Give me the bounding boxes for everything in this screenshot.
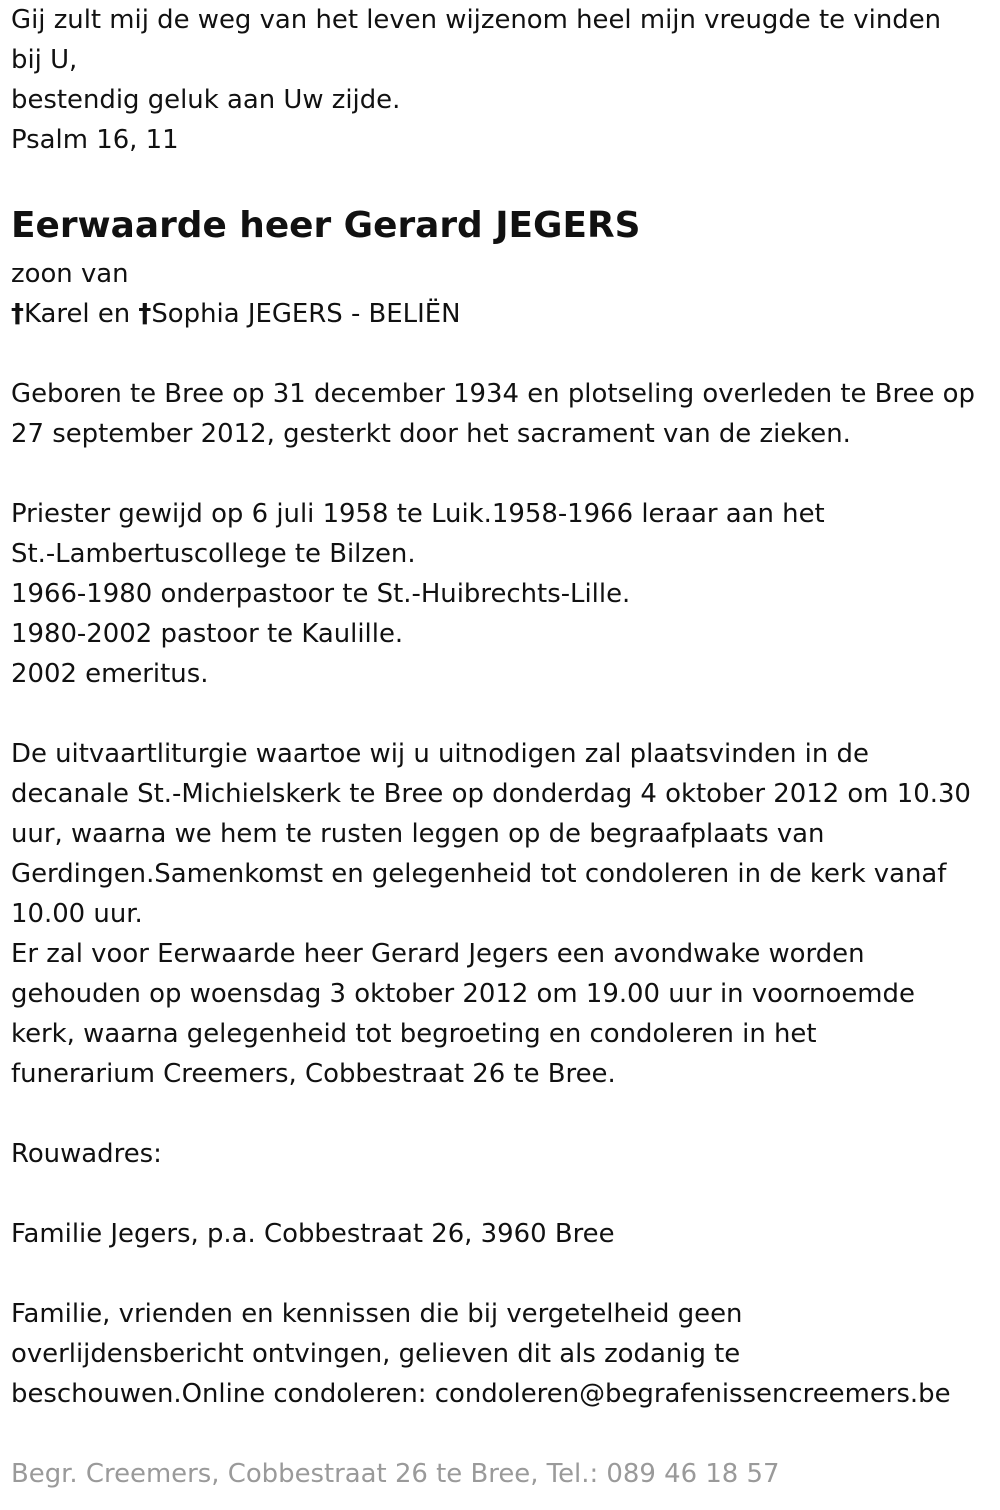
funeral-line: Gerdingen.Samenkomst en gelegenheid tot condoleren in de kerk vanaf	[11, 859, 947, 889]
verse-block	[11, 0, 996, 160]
spacer	[11, 334, 996, 374]
career-line: 1980-2002 pastoor te Kaulille.	[11, 619, 404, 649]
career-line: 1966-1980 onderpastoor te St.-Huibrechts-Lille.	[11, 579, 631, 609]
verse-line: bij U,	[11, 45, 78, 75]
spacer	[11, 1094, 996, 1134]
career-line: 2002 emeritus.	[11, 659, 209, 689]
spacer	[11, 1254, 996, 1294]
spacer	[11, 454, 996, 494]
birth-death-line: 27 september 2012, gesterkt door het sacrament van de zieken.	[11, 419, 851, 449]
notice-block	[11, 1294, 996, 1414]
spacer	[11, 1174, 996, 1214]
verse-line: Gij zult mij de weg van het leven wijzenom heel mijn vreugde te vinden	[11, 5, 942, 35]
son-of-label: zoon van	[11, 259, 129, 289]
funeral-line: decanale St.-Michielskerk te Bree op donderdag 4 oktober 2012 om 10.30	[11, 779, 971, 809]
birth-death-block	[11, 374, 996, 454]
deceased-title: Eerwaarde heer Gerard JEGERS	[11, 205, 641, 246]
notice-line: overlijdensbericht ontvingen, gelieven dit als zodanig te	[11, 1339, 741, 1369]
funeral-line: funerarium Creemers, Cobbestraat 26 te Bree.	[11, 1059, 616, 1089]
career-line: Priester gewijd op 6 juli 1958 te Luik.1958-1966 leraar aan het	[11, 499, 825, 529]
parents-line	[11, 294, 996, 334]
address-label: Rouwadres:	[11, 1139, 162, 1169]
notice-line: Familie, vrienden en kennissen die bij vergetelheid geen	[11, 1299, 743, 1329]
address-value: Familie Jegers, p.a. Cobbestraat 26, 3960 Bree	[11, 1219, 615, 1249]
verse-line: bestendig geluk aan Uw zijde.	[11, 85, 401, 115]
funeral-block	[11, 734, 996, 1094]
funeral-line: Er zal voor Eerwaarde heer Gerard Jegers een avondwake worden	[11, 939, 865, 969]
funeral-line: De uitvaartliturgie waartoe wij u uitnodigen zal plaatsvinden in de	[11, 739, 869, 769]
spacer	[11, 694, 996, 734]
funeral-line: 10.00 uur.	[11, 899, 143, 929]
verse-reference: Psalm 16, 11	[11, 125, 179, 155]
career-line: St.-Lambertuscollege te Bilzen.	[11, 539, 416, 569]
notice-line: beschouwen.Online condoleren: condoleren@begrafenissencreemers.be	[11, 1379, 951, 1409]
birth-death-line: Geboren te Bree op 31 december 1934 en plotseling overleden te Bree op	[11, 379, 975, 409]
funeral-line: kerk, waarna gelegenheid tot begroeting en condoleren in het	[11, 1019, 817, 1049]
cross-icon: †	[11, 299, 24, 329]
career-block	[11, 494, 996, 694]
obituary-document	[11, 0, 996, 1494]
cross-icon: †	[138, 299, 152, 329]
parent-mother: Sophia JEGERS - BELIËN	[151, 299, 461, 329]
funeral-home-footer: Begr. Creemers, Cobbestraat 26 te Bree, Tel.: 089 46 18 57	[11, 1459, 780, 1489]
funeral-line: gehouden op woensdag 3 oktober 2012 om 19.00 uur in voornoemde	[11, 979, 915, 1009]
funeral-line: uur, waarna we hem te rusten leggen op de begraafplaats van	[11, 819, 825, 849]
parent-father: Karel en	[23, 299, 139, 329]
